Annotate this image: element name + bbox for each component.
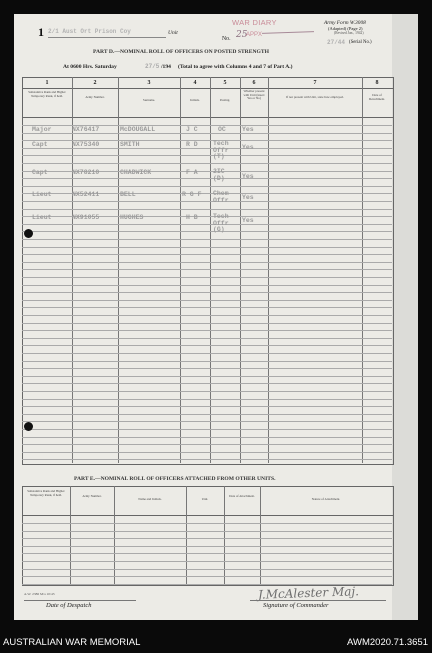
- war-diary-stamp: WAR DIARY: [232, 18, 277, 27]
- row-rule: [22, 247, 392, 248]
- col-number: 5: [223, 80, 227, 86]
- row-posting: Tech Offr (G): [213, 213, 229, 233]
- col-number: 8: [375, 80, 379, 86]
- row-initials: R D: [186, 141, 198, 148]
- row-rule: [22, 292, 392, 293]
- part-d-num-row-line: [22, 88, 393, 89]
- row-initials: H B: [186, 214, 198, 221]
- col-number: 4: [193, 80, 197, 86]
- row-rule: [22, 383, 392, 384]
- row-initials: J C: [186, 126, 198, 133]
- total-note: (Total to agree with Columns 4 and 7 of Part A.): [178, 64, 293, 70]
- row-number: NX91055: [72, 214, 100, 221]
- col-header-rank: Substantive Rank and Higher Temporary Rank, if held.: [28, 90, 66, 98]
- row-surname: SMITH: [120, 141, 140, 148]
- col-header-present: Whether present with Unit (insert Yes or No): [243, 89, 265, 101]
- row-number: NX76417: [72, 126, 100, 133]
- row-rule: [22, 459, 392, 460]
- row-posting: OC: [218, 126, 226, 133]
- row-surname: HUGHES: [120, 214, 144, 221]
- row-rank: Capt: [32, 141, 48, 148]
- unit-label: Unit: [168, 30, 178, 36]
- row-rule: [22, 376, 392, 377]
- row-rule: [22, 391, 392, 392]
- part-e-header-unit: Unit.: [201, 497, 209, 501]
- row-rule: [22, 269, 392, 270]
- col-number: 2: [93, 80, 97, 86]
- row-rule: [22, 452, 392, 453]
- row-rule: [22, 277, 392, 278]
- despatch-underline: [24, 600, 136, 601]
- row-number: NX52411: [72, 191, 100, 198]
- row-rank: Major: [32, 126, 52, 133]
- col-number: 1: [45, 80, 49, 86]
- part-e-header-date: Date of Attachment.: [229, 494, 255, 498]
- row-rule: [22, 330, 392, 331]
- row-rule: [22, 224, 392, 225]
- serial-label: (Serial No.): [349, 40, 372, 45]
- row-rule: [22, 178, 392, 179]
- row-rule: [22, 538, 392, 539]
- row-rule: [22, 546, 392, 547]
- row-rank: Lieut: [32, 191, 52, 198]
- part-d-header-line: [22, 117, 393, 118]
- row-posting: 2IC (D): [213, 168, 225, 182]
- row-number: NX78210: [72, 169, 100, 176]
- col-header-initials: Initials.: [190, 98, 200, 102]
- part-e-header-name: Name and Initials.: [138, 497, 162, 501]
- row-rule: [22, 262, 392, 263]
- row-rule: [22, 368, 392, 369]
- row-rule: [22, 553, 392, 554]
- unit-underline: [48, 37, 166, 38]
- part-e-header-rank: Substantive Rank and Higher Temporary Rank, if held.: [27, 489, 65, 497]
- document-page: [14, 14, 392, 620]
- unit-typed: 2/1 Aust Ort Prison Coy: [48, 28, 131, 35]
- row-number: NX75340: [72, 141, 100, 148]
- row-initials: R G F: [182, 191, 202, 198]
- part-e-header-nature: Nature of Attachment.: [311, 497, 341, 501]
- row-posting: Tech Offr (T): [213, 140, 229, 160]
- caption-left: AUSTRALIAN WAR MEMORIAL: [3, 637, 141, 648]
- row-rule: [22, 429, 392, 430]
- row-rule: [22, 209, 392, 210]
- row-rule: [22, 338, 392, 339]
- row-rule: [22, 399, 392, 400]
- row-surname: CHADWICK: [120, 169, 152, 176]
- row-rule: [22, 307, 392, 308]
- at-text: At 0600 Hrs. Saturday: [63, 64, 117, 70]
- row-rule: [22, 300, 392, 301]
- row-present: Yes: [242, 144, 254, 151]
- no-label: No.: [222, 36, 231, 42]
- row-rule: [22, 361, 392, 362]
- year-text: /194: [161, 64, 171, 70]
- row-rule: [22, 323, 392, 324]
- row-present: Yes: [242, 173, 254, 180]
- row-present: Yes: [242, 194, 254, 201]
- form-line-1: Army Form W.3008: [324, 20, 366, 26]
- row-rule: [22, 576, 392, 577]
- col-number: 7: [313, 80, 317, 86]
- row-rule: [22, 231, 392, 232]
- row-present: Yes: [242, 126, 254, 133]
- row-surname: BELL: [120, 191, 136, 198]
- row-rule: [22, 163, 392, 164]
- col-header-detachment: Date of Detachment.: [368, 93, 386, 101]
- row-rule: [22, 315, 392, 316]
- row-rule: [22, 406, 392, 407]
- no-value: 25: [236, 30, 248, 40]
- punch-hole: [24, 422, 33, 431]
- row-surname: McDOUGALL: [120, 126, 156, 133]
- form-line-2: (Adapted) (Page 2): [328, 26, 363, 31]
- col-header-army-number: Army Number.: [85, 95, 105, 99]
- row-rule: [22, 421, 392, 422]
- row-rank: Lieut: [32, 214, 52, 221]
- signature-label: Signature of Commander: [263, 602, 329, 609]
- row-rule: [22, 531, 392, 532]
- row-rule: [22, 437, 392, 438]
- caption-bar: [0, 632, 432, 653]
- col-number: 3: [147, 80, 151, 86]
- row-present: Yes: [242, 217, 254, 224]
- part-d-title: PART D.—NOMINAL ROLL OF OFFICERS ON POSTED STRENGTH: [93, 49, 269, 55]
- no-sub: APPX: [246, 32, 263, 38]
- row-rule: [22, 285, 392, 286]
- row-rule: [22, 254, 392, 255]
- despatch-label: Date of Despatch: [46, 602, 92, 609]
- no-scribble: [262, 31, 314, 34]
- col-number: 6: [252, 80, 256, 86]
- part-e-header-army-number: Army Number.: [82, 494, 102, 498]
- col-header-employment: If not present with Unit, state how employed.: [286, 95, 344, 99]
- row-rule: [22, 353, 392, 354]
- date-typed: 27/5: [145, 63, 160, 70]
- row-rule: [22, 186, 392, 187]
- part-e-title: PART E.—NOMINAL ROLL OF OFFICERS ATTACHED FROM OTHER UNITS.: [74, 476, 276, 482]
- caption-right: AWM2020.71.3651: [347, 637, 428, 648]
- col-header-posting: Posting.: [219, 98, 231, 102]
- row-initials: F A: [186, 169, 198, 176]
- row-rule: [22, 561, 392, 562]
- signature-underline: [250, 600, 386, 601]
- row-rule: [22, 155, 392, 156]
- col-header-surname: Surname.: [142, 98, 156, 102]
- print-code: A.W. 2386 M/a 10/43: [24, 592, 55, 596]
- row-rule: [22, 239, 392, 240]
- unit-prefix: 1: [38, 25, 44, 39]
- back-sheet: [392, 14, 418, 620]
- commander-signature: J.McAlester Maj.: [257, 584, 360, 602]
- row-posting: Chem Offr: [213, 190, 229, 204]
- row-rule: [22, 414, 392, 415]
- row-rule: [22, 523, 392, 524]
- part-e-header-line: [22, 515, 393, 516]
- punch-hole: [24, 229, 33, 238]
- form-line-3: (Revised Jan., 1942): [334, 31, 364, 35]
- row-rule: [22, 201, 392, 202]
- row-rank: Capt: [32, 169, 48, 176]
- row-rule: [22, 345, 392, 346]
- row-rule: [22, 444, 392, 445]
- row-rule: [22, 569, 392, 570]
- serial-value: 27/44: [327, 39, 346, 46]
